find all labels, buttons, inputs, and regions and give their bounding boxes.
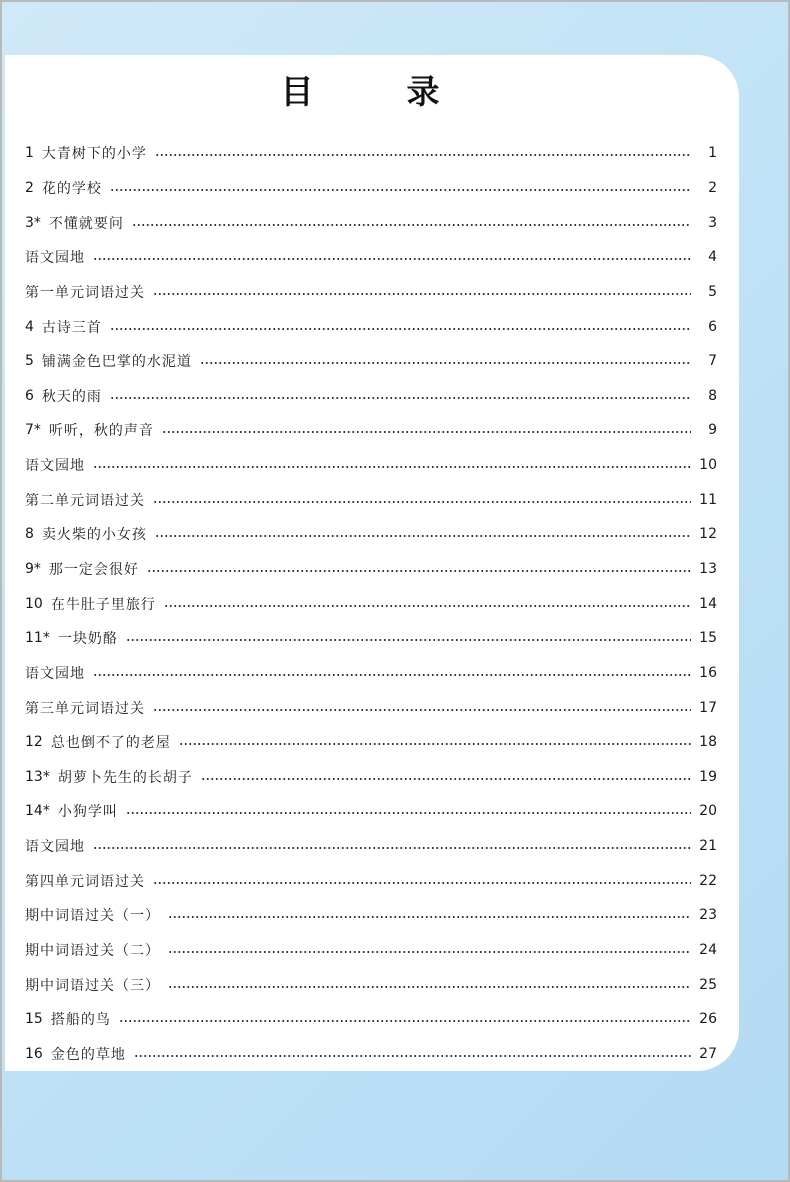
toc-entry-label: 语文园地 xyxy=(25,250,85,267)
toc-entry-page-number: 23 xyxy=(699,907,717,924)
toc-entry-page-number: 8 xyxy=(708,387,717,404)
toc-entry-page-number: 3 xyxy=(708,214,717,231)
toc-entry-label: 听听，秋的声音 xyxy=(48,423,154,440)
toc-entry-page-number: 9 xyxy=(708,422,717,439)
dot-leader xyxy=(93,466,691,468)
toc-entry-label: 语文园地 xyxy=(25,665,85,682)
toc-entry-label: 花的学校 xyxy=(41,180,102,197)
toc-entry-page-number: 6 xyxy=(708,318,717,335)
toc-entry-page-number: 11 xyxy=(699,491,717,508)
toc-entry-label: 期中词语过关（一） xyxy=(25,908,160,925)
toc-entry[interactable] xyxy=(25,1002,717,1037)
dot-leader xyxy=(93,258,691,260)
toc-entry-page-number: 21 xyxy=(699,838,717,855)
toc-entry-label: 期中词语过关（二） xyxy=(25,943,160,960)
toc-entry-label: 古诗三首 xyxy=(41,319,102,336)
toc-entry-page-number: 5 xyxy=(708,283,717,300)
toc-entry[interactable] xyxy=(25,275,717,310)
toc-entry-page-number: 4 xyxy=(708,249,717,266)
dot-leader xyxy=(110,328,691,330)
dot-leader xyxy=(155,154,691,156)
toc-entry-page-number: 17 xyxy=(699,699,717,716)
toc-entry[interactable] xyxy=(25,136,717,171)
toc-entry[interactable] xyxy=(25,794,717,829)
toc-entry-page-number: 19 xyxy=(699,768,717,785)
dot-leader xyxy=(168,986,691,988)
toc-entry-number: 3* xyxy=(25,214,41,231)
dot-leader xyxy=(168,951,691,953)
toc-entry[interactable] xyxy=(25,344,717,379)
toc-entry-label: 一块奶酪 xyxy=(57,631,118,648)
dot-leader xyxy=(126,812,691,814)
toc-entry-page-number: 14 xyxy=(699,595,717,612)
toc-entry[interactable] xyxy=(25,240,717,275)
dot-leader xyxy=(93,674,691,676)
toc-entry-number: 10 xyxy=(25,595,43,612)
toc-entry-label: 在牛肚子里旅行 xyxy=(50,596,156,613)
dot-leader xyxy=(155,535,691,537)
toc-entry-number: 13* xyxy=(25,768,50,785)
toc-entry-number: 1 xyxy=(25,145,34,162)
toc-entry[interactable] xyxy=(25,1037,717,1072)
dot-leader xyxy=(162,431,691,433)
toc-entry-number: 15 xyxy=(25,1011,43,1028)
toc-entry[interactable] xyxy=(25,621,717,656)
toc-entry-label: 总也倒不了的老屋 xyxy=(50,735,171,752)
toc-entry-number: 8 xyxy=(25,526,34,543)
dot-leader xyxy=(200,362,691,364)
toc-entry-label: 语文园地 xyxy=(25,839,85,856)
toc-entry-number: 16 xyxy=(25,1045,43,1062)
toc-entry[interactable] xyxy=(25,760,717,795)
dot-leader xyxy=(153,882,691,884)
toc-entry-number: 14* xyxy=(25,803,50,820)
toc-entry-number: 9* xyxy=(25,561,41,577)
toc-entry-label: 第四单元词语过关 xyxy=(25,873,145,890)
toc-entry-label: 第一单元词语过关 xyxy=(25,284,145,301)
toc-entry[interactable] xyxy=(25,205,717,240)
dot-leader xyxy=(132,224,691,226)
toc-entry-page-number: 2 xyxy=(708,179,717,196)
page-title: 目 录 xyxy=(280,72,470,111)
dot-leader xyxy=(153,501,691,503)
toc-entry[interactable] xyxy=(25,413,717,448)
toc-entry-label: 不懂就要问 xyxy=(48,215,124,232)
toc-entry[interactable] xyxy=(25,448,717,483)
toc-entry-page-number: 13 xyxy=(699,561,717,577)
dot-leader xyxy=(201,778,691,780)
toc-entry-number: 6 xyxy=(25,387,34,404)
toc-entry[interactable] xyxy=(25,863,717,898)
toc-entry-number: 11* xyxy=(25,630,50,647)
toc-entry[interactable] xyxy=(25,309,717,344)
toc-entry-page-number: 20 xyxy=(699,803,717,820)
toc-entry-page-number: 12 xyxy=(699,526,717,543)
toc-entry-label: 第二单元词语过关 xyxy=(25,492,145,509)
toc-entry-label: 秋天的雨 xyxy=(41,388,102,405)
toc-entry-page-number: 22 xyxy=(699,872,717,889)
dot-leader xyxy=(134,1055,691,1057)
toc-entry-label: 铺满金色巴掌的水泥道 xyxy=(41,354,192,371)
toc-entry-label: 搭船的鸟 xyxy=(50,1012,111,1029)
dot-leader xyxy=(119,1020,691,1022)
dot-leader xyxy=(153,709,691,711)
dot-leader xyxy=(164,605,691,607)
toc-entry-label: 胡萝卜先生的长胡子 xyxy=(57,769,193,786)
toc-entry[interactable] xyxy=(25,552,717,587)
dot-leader xyxy=(153,293,691,295)
dot-leader xyxy=(110,189,691,191)
toc-entry-label: 大青树下的小学 xyxy=(41,146,147,163)
toc-entry-page-number: 1 xyxy=(708,145,717,162)
toc-entry[interactable] xyxy=(25,829,717,864)
toc-entry-number: 7* xyxy=(25,422,41,439)
dot-leader xyxy=(179,743,691,745)
toc-entry-page-number: 27 xyxy=(699,1045,717,1062)
toc-entry-page-number: 18 xyxy=(699,734,717,751)
table-of-contents xyxy=(25,136,717,1071)
toc-entry[interactable] xyxy=(25,967,717,1002)
dot-leader xyxy=(93,847,691,849)
toc-entry-number: 5 xyxy=(25,353,34,370)
dot-leader xyxy=(168,916,691,918)
toc-entry-number: 12 xyxy=(25,734,43,751)
toc-entry-label: 小狗学叫 xyxy=(57,804,118,821)
toc-entry-page-number: 26 xyxy=(699,1011,717,1028)
toc-entry[interactable] xyxy=(25,725,717,760)
toc-entry-label: 语文园地 xyxy=(25,458,85,475)
toc-entry-page-number: 25 xyxy=(699,976,717,993)
toc-entry-number: 2 xyxy=(25,179,34,196)
toc-entry[interactable] xyxy=(25,933,717,968)
toc-entry-label: 期中词语过关（三） xyxy=(25,977,160,994)
toc-entry[interactable] xyxy=(25,482,717,517)
dot-leader xyxy=(126,639,691,641)
toc-entry[interactable] xyxy=(25,690,717,725)
toc-entry[interactable] xyxy=(25,898,717,933)
toc-entry-number: 4 xyxy=(25,318,34,335)
dot-leader xyxy=(147,570,691,572)
toc-entry-page-number: 15 xyxy=(699,630,717,647)
toc-entry-label: 那一定会很好 xyxy=(48,562,139,578)
toc-entry[interactable] xyxy=(25,171,717,206)
toc-entry-label: 第三单元词语过关 xyxy=(25,700,145,717)
toc-entry-page-number: 7 xyxy=(708,353,717,370)
toc-entry-label: 金色的草地 xyxy=(50,1046,126,1063)
toc-entry-label: 卖火柴的小女孩 xyxy=(41,527,147,544)
dot-leader xyxy=(110,397,691,399)
toc-entry[interactable] xyxy=(25,517,717,552)
toc-entry[interactable] xyxy=(25,656,717,691)
toc-entry-page-number: 24 xyxy=(699,942,717,959)
toc-entry-page-number: 16 xyxy=(699,664,717,681)
toc-entry-page-number: 10 xyxy=(699,457,717,474)
toc-entry[interactable] xyxy=(25,586,717,621)
toc-entry[interactable] xyxy=(25,378,717,413)
